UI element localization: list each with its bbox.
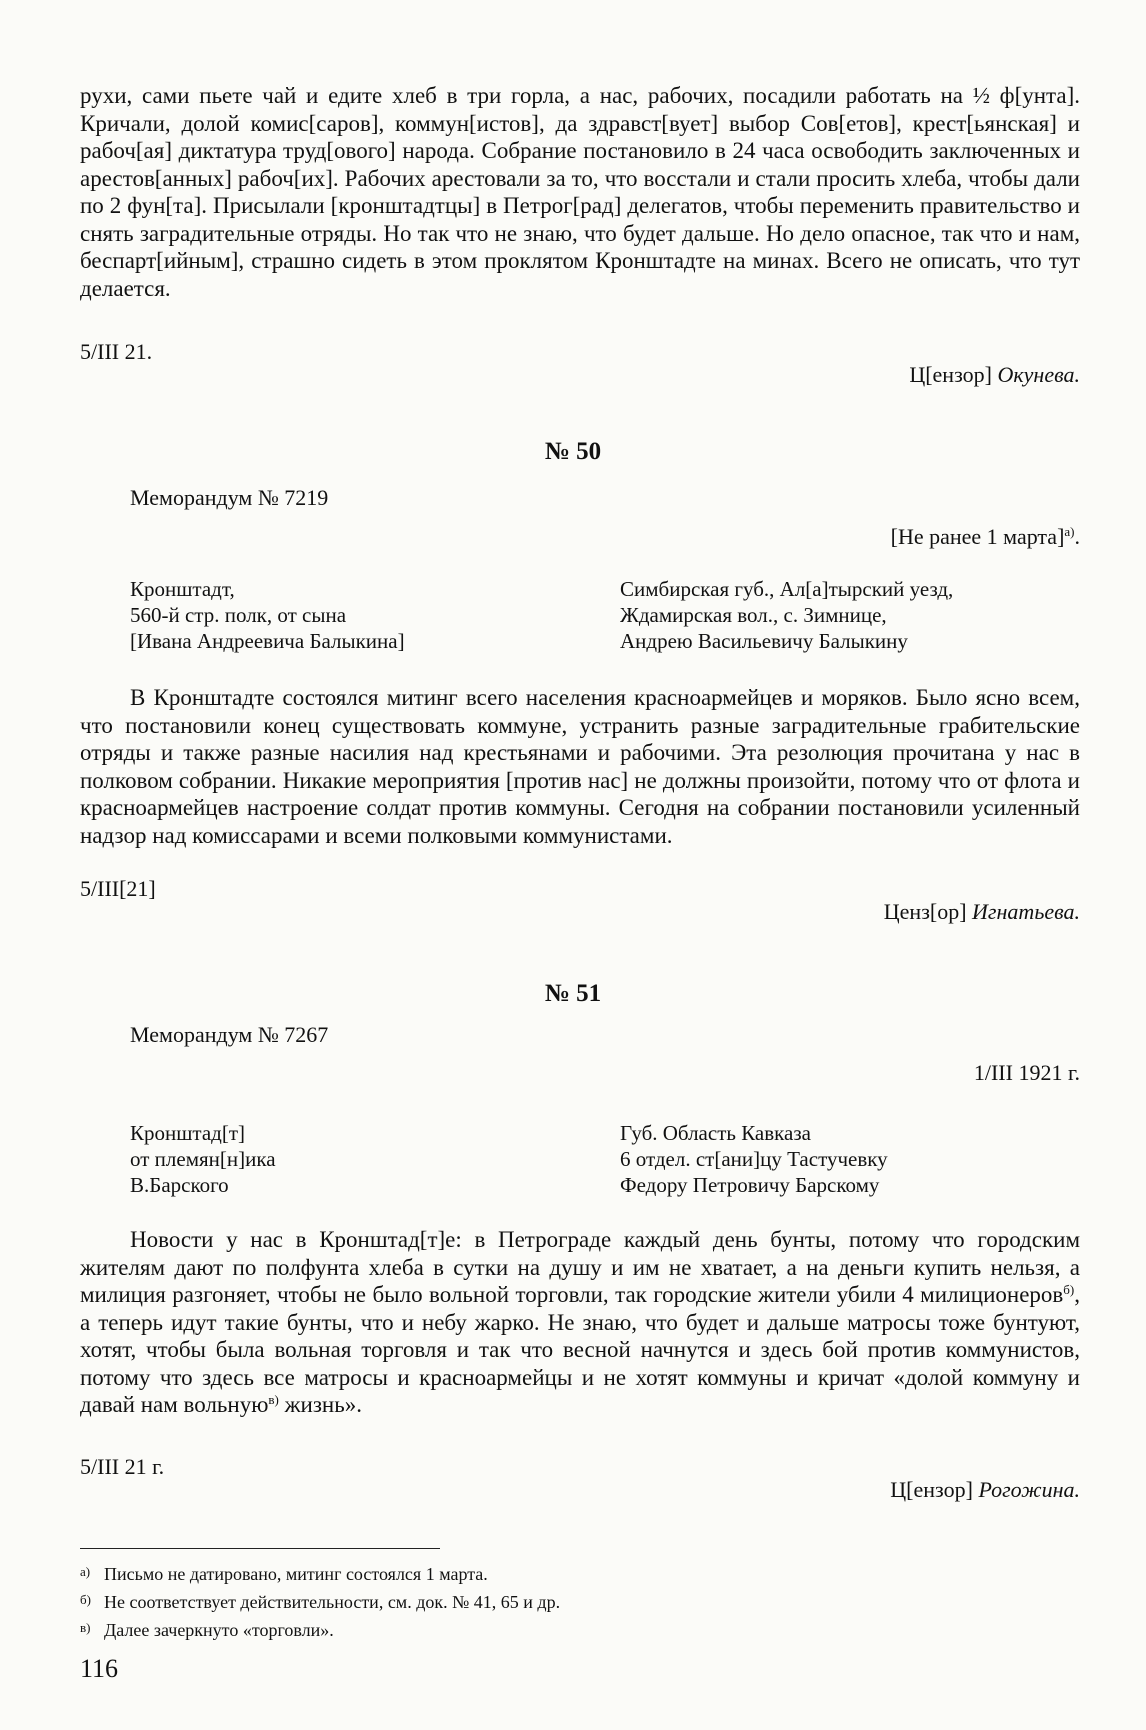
- doc51-date: 5/III 21 г.: [80, 1454, 165, 1479]
- sender-line: 560-й стр. полк, от сына: [130, 603, 347, 627]
- recipient-line: Андрею Васильевичу Балыкину: [620, 629, 908, 653]
- footnotes: [80, 1559, 560, 1643]
- sender-line: В.Барского: [130, 1173, 229, 1197]
- censor-name: Окунева.: [997, 362, 1080, 387]
- doc51-date-top: 1/III 1921 г.: [973, 1060, 1080, 1085]
- footnote-mark: а): [1064, 524, 1075, 539]
- footnote-rule: [80, 1548, 440, 1549]
- date-end: .: [1074, 524, 1080, 549]
- footnote-text: Далее зачеркнуто «торговли».: [104, 1620, 334, 1640]
- doc50-date-top: [891, 524, 1080, 550]
- doc49-date: 5/III 21.: [80, 339, 153, 364]
- sender-line: [Ивана Андреевича Балыкина]: [130, 629, 405, 653]
- recipient-line: Федору Петровичу Барскому: [620, 1173, 880, 1197]
- doc49-censor: [909, 362, 1080, 388]
- footnote-mark: в): [80, 1620, 91, 1635]
- doc49-body: рухи, сами пьете чай и едите хлеб в три горла, а нас, рабочих, посадили работать на ½ ф[унта]. Кричали, долой комис[саров], коммун[истов], да здравст[вует] выбор Сов[етов], крест[ьянская] и рабоч[ая] диктатура труд[ового] народа. Собрание постановило в 24 часа освободить заключенных и арестов[анных] рабоч[их]. Рабочих арестовали за то, что восстали и стали просить хлеба, чтобы дали по 2 фун[та]. Присылали [кронштадтцы] в Петрог[рад] делегатов, чтобы переменить правительство и снять заградительные отряды. Но так что не знаю, что будет дальше. Но дело опасное, так что и нам, беспарт[ийным], страшно сидеть в этом проклятом Кронштадте на минах. Всего не описать, что тут делается.: [80, 83, 1080, 301]
- sender-line: Кронштадт,: [130, 577, 235, 601]
- censor-prefix: Ц[ензор]: [909, 362, 992, 387]
- censor-name: Рогожина.: [978, 1477, 1080, 1502]
- recipient-line: Губ. Область Кавказа: [620, 1121, 811, 1145]
- footnote: [80, 1615, 560, 1643]
- doc50-date: 5/III[21]: [80, 876, 156, 901]
- recipient-line: Симбирская губ., Ал[а]тырский уезд,: [620, 577, 954, 601]
- footnote-text: Не соответствует действительности, см. док. № 41, 65 и др.: [104, 1592, 561, 1612]
- date-text: [Не ранее 1 марта]: [890, 524, 1065, 549]
- footnote-mark: б): [80, 1592, 91, 1607]
- doc51-sender: [130, 1120, 276, 1198]
- recipient-line: 6 отдел. ст[ани]цу Тастучевку: [620, 1147, 888, 1171]
- doc50-sender: [130, 576, 405, 654]
- doc51-memo: Меморандум № 7267: [130, 1022, 329, 1047]
- doc50-number: № 50: [544, 438, 602, 465]
- footnote-text: Письмо не датировано, митинг состоялся 1 марта.: [104, 1564, 488, 1584]
- doc50-memo: Меморандум № 7219: [130, 485, 329, 510]
- footnote-mark: а): [80, 1564, 91, 1579]
- censor-prefix: Ценз[ор]: [883, 899, 967, 924]
- doc51-recipient: [620, 1120, 888, 1198]
- footnote: [80, 1587, 560, 1615]
- doc50-recipient: [620, 576, 953, 654]
- body-text: жизнь».: [278, 1392, 362, 1417]
- doc50-body: В Кронштадте состоялся митинг всего населения красноармейцев и моряков. Было ясно всем, что постановили конец существовать коммуне, устранить разные заградительные грабительские отряды и также разные насилия над крестьянами и рабочими. Эта резолюция прочитана у нас в полковом собрании. Никакие мероприятия [против нас] не должны произойти, потому что от флота и красноармейцев настроение солдат против коммуны. Сегодня на собрании постановили усиленный надзор над комиссарами и всеми полковыми коммунистами.: [80, 685, 1080, 848]
- censor-prefix: Ц[ензор]: [890, 1477, 973, 1502]
- sender-line: от племян[н]ика: [130, 1147, 276, 1171]
- footnote-mark: б): [1063, 1282, 1075, 1297]
- recipient-line: Ждамирская вол., с. Зимнице,: [620, 603, 887, 627]
- page-number: 116: [80, 1654, 119, 1683]
- doc51-number: № 51: [544, 980, 602, 1007]
- doc50-censor: [884, 899, 1080, 925]
- footnote: [80, 1559, 560, 1587]
- censor-name: Игнатьева.: [972, 899, 1080, 924]
- doc51-censor: [890, 1477, 1080, 1503]
- footnote-mark: в): [268, 1392, 279, 1407]
- body-text: Новости у нас в Кронштад[т]е: в Петрограде каждый день бунты, потому что городским жителям дают по полфунта хлеба в сутки на душу и им не хватает, а на деньги купить нельзя, а милиция разгоняет, чтобы не было вольной торговли, так городские жители убили 4 милиционеров: [80, 1227, 1080, 1307]
- sender-line: Кронштад[т]: [130, 1121, 246, 1145]
- body-text: , а теперь идут такие бунты, что и небу жарко. Не знаю, что будет и дальше матросы тоже бунтуют, хотят, чтобы была вольная торговля и так что весной начнутся и здесь бой против коммунистов, потому что здесь все матросы и красноармейцы и не хотят коммуны и кричат «долой коммуну и давай нам вольную: [80, 1282, 1080, 1417]
- doc51-body: [80, 1226, 1080, 1419]
